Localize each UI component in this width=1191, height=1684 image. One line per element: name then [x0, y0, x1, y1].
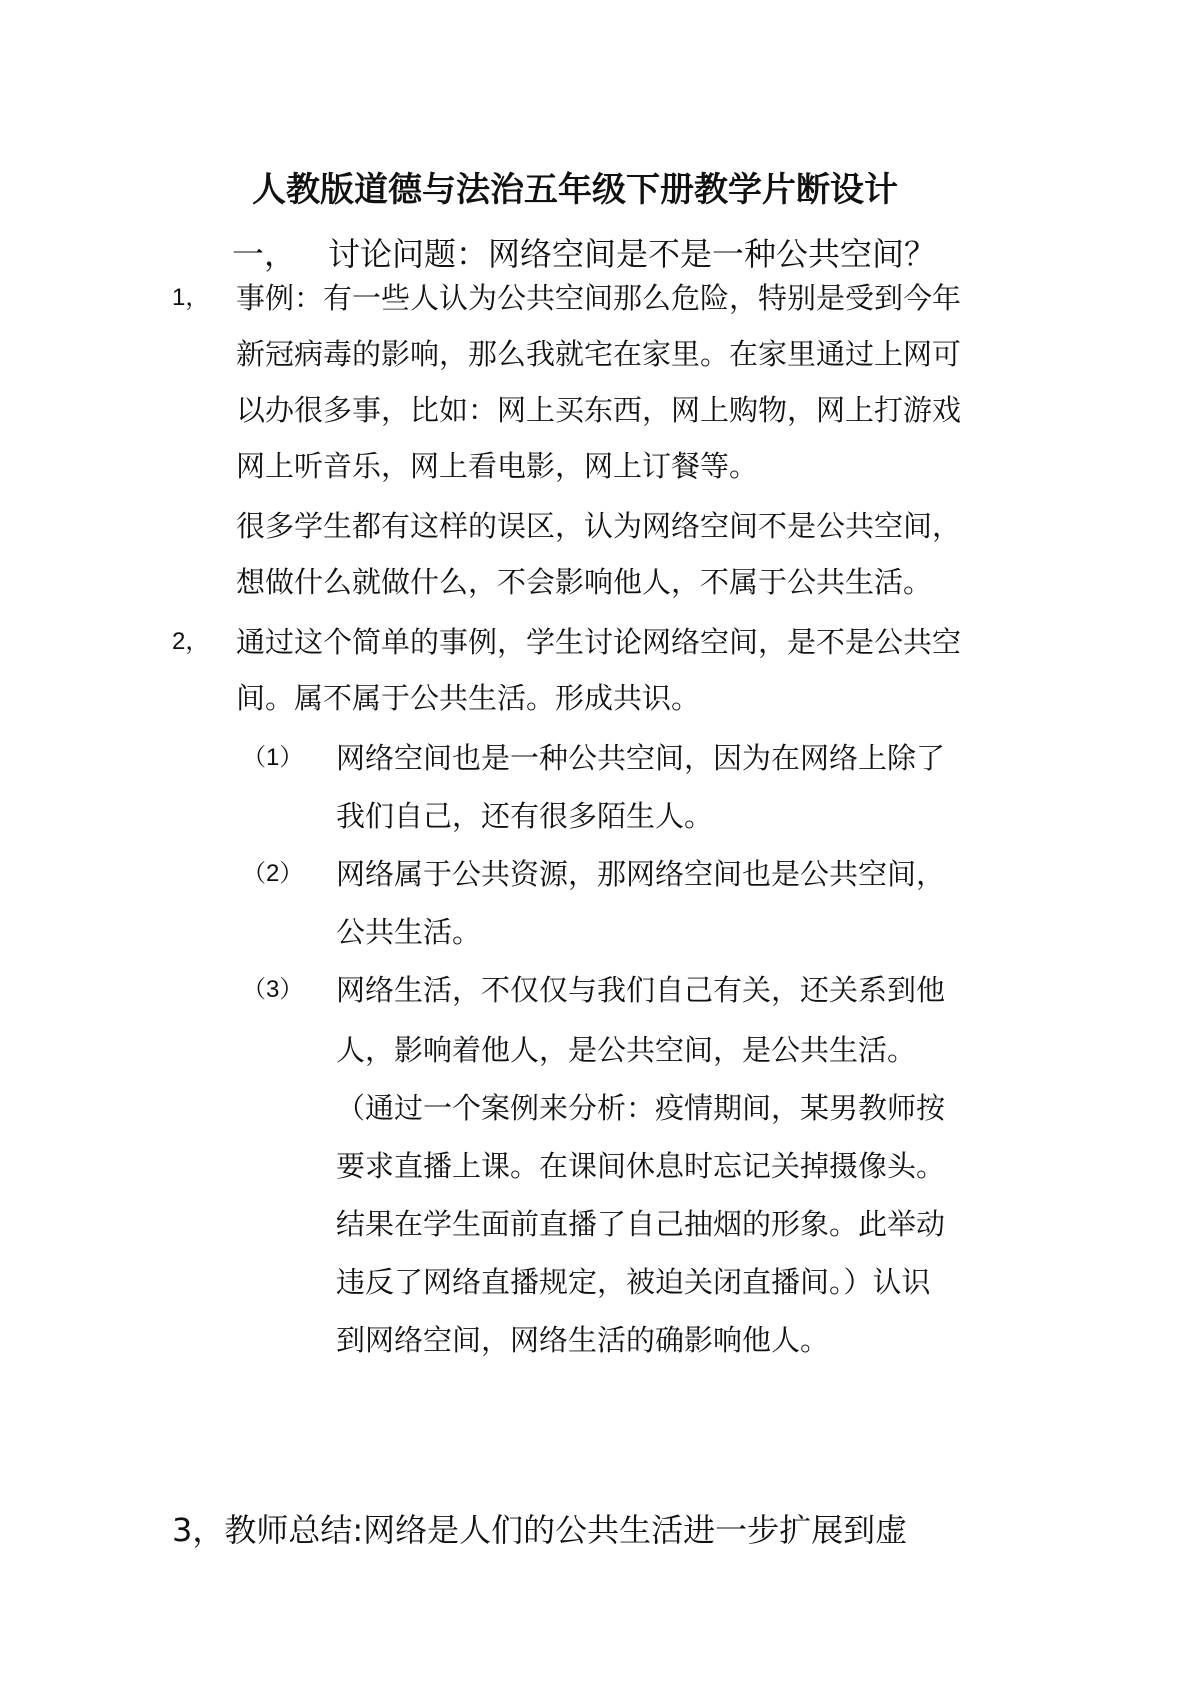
- section-heading-text: 讨论问题：网络空间是不是一种公共空间？: [328, 235, 937, 273]
- subitem-2-line: 网络属于公共资源，那网络空间也是公共空间，: [336, 857, 946, 891]
- subitem-3-line: 结果在学生面前直播了自己抽烟的形象。此举动: [336, 1207, 946, 1241]
- item-2-line: 间。属不属于公共生活。形成共识。: [236, 681, 701, 715]
- item-2-number: 2，: [172, 628, 210, 655]
- item-1-line: 新冠病毒的影响，那么我就宅在家里。在家里通过上网可: [236, 337, 962, 371]
- subitem-3-line: 要求直播上课。在课间休息时忘记关掉摄像头。: [336, 1149, 946, 1183]
- teacher-summary: 3，教师总结:网络是人们的公共生活进一步扩展到虚: [172, 1511, 908, 1549]
- subitem-3-line: 网络生活，不仅仅与我们自己有关，还关系到他: [336, 973, 946, 1007]
- item-1-number: 1，: [172, 284, 210, 311]
- subitem-1-line: 我们自己，还有很多陌生人。: [336, 799, 714, 833]
- item-1-line: 事例：有一些人认为公共空间那么危险，特别是受到今年: [236, 281, 962, 315]
- item-1-line: 很多学生都有这样的误区，认为网络空间不是公共空间，: [236, 509, 962, 543]
- subitem-3-line: 到网络空间，网络生活的确影响他人。: [336, 1323, 830, 1357]
- subitem-3-line: 违反了网络直播规定，被迫关闭直播间。）认识: [336, 1265, 931, 1299]
- item-1-line: 想做什么就做什么，不会影响他人，不属于公共生活。: [236, 565, 933, 599]
- subitem-1-line: 网络空间也是一种公共空间，因为在网络上除了: [336, 741, 946, 775]
- subitem-2-number: （2）: [242, 860, 304, 887]
- item-2-line: 通过这个简单的事例，学生讨论网络空间，是不是公共空: [236, 625, 962, 659]
- subitem-3-number: （3）: [242, 976, 304, 1003]
- subitem-1-number: （1）: [242, 744, 304, 771]
- section-number: 一，: [232, 235, 297, 273]
- subitem-2-line: 公共生活。: [336, 915, 482, 949]
- document-title: 人教版道德与法治五年级下册教学片断设计: [252, 170, 898, 210]
- item-1-line: 网上听音乐，网上看电影，网上订餐等。: [236, 449, 759, 483]
- subitem-3-line: （通过一个案例来分析：疫情期间，某男教师按: [336, 1091, 946, 1125]
- section-heading: [232, 234, 936, 274]
- subitem-3-line: 人，影响着他人，是公共空间，是公共生活。: [336, 1033, 917, 1067]
- item-1-line: 以办很多事，比如：网上买东西，网上购物，网上打游戏: [236, 393, 962, 427]
